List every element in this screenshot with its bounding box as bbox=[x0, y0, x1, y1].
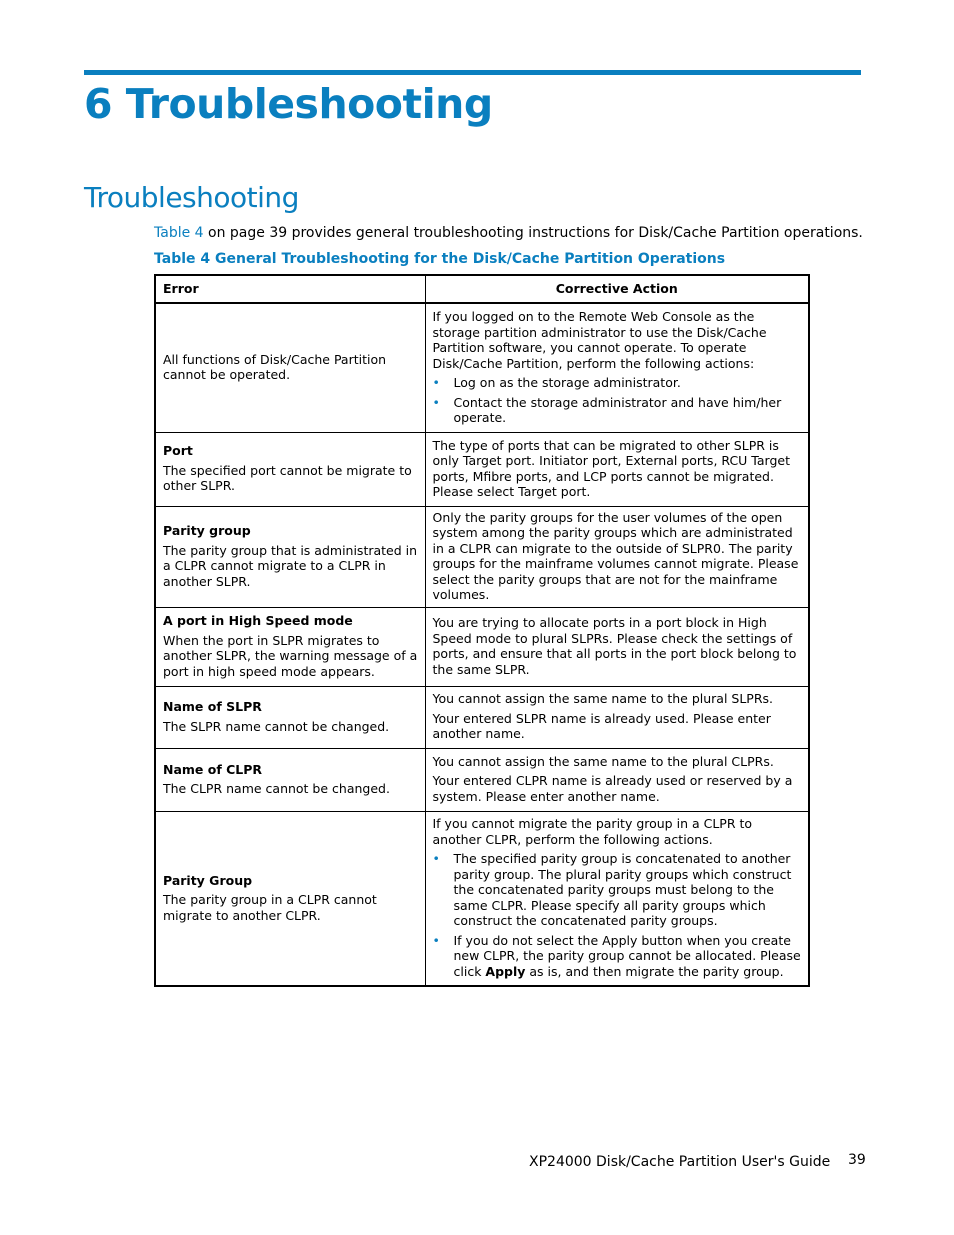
intro-text: on page 39 provides general troubleshooting instructions for Disk/Cache Partition operations. bbox=[203, 225, 863, 241]
error-cell bbox=[155, 607, 425, 686]
error-cell bbox=[155, 811, 425, 986]
list-item bbox=[433, 933, 802, 980]
error-description: The CLPR name cannot be changed. bbox=[163, 781, 390, 796]
list-item bbox=[433, 375, 802, 391]
section-title: Troubleshooting bbox=[84, 181, 299, 214]
error-description: The parity group in a CLPR cannot migrate to another CLPR. bbox=[163, 892, 377, 923]
action-cell bbox=[425, 686, 809, 748]
bullet-icon: • bbox=[432, 375, 440, 390]
action-text: The type of ports that can be migrated to other SLPR is only Target port. Initiator port, External ports, RCU Target ports, Mfibre ports, and LCP ports cannot be migrated. Please select Target port. bbox=[432, 437, 790, 499]
list-item-text: as is, and then migrate the parity group. bbox=[525, 963, 784, 979]
error-cell bbox=[155, 432, 425, 506]
header-action: Corrective Action bbox=[425, 275, 809, 303]
action-cell bbox=[425, 811, 809, 986]
list-item-text: Contact the storage administrator and have him/her operate. bbox=[453, 394, 782, 425]
table-row bbox=[155, 686, 809, 748]
action-text: If you logged on to the Remote Web Console as the storage partition administrator to use the Disk/Cache Partition software, you cannot operate. To operate Disk/Cache Partition, perform the following actions: bbox=[432, 309, 767, 371]
error-description: When the port in SLPR migrates to another SLPR, the warning message of a port in high speed mode appears. bbox=[163, 632, 418, 679]
error-cell bbox=[155, 506, 425, 607]
table-row bbox=[155, 506, 809, 607]
table-row bbox=[155, 303, 809, 432]
chapter-title: 6 Troubleshooting bbox=[84, 80, 493, 128]
error-label: Name of CLPR bbox=[163, 761, 263, 777]
list-item-text: Log on as the storage administrator. bbox=[453, 375, 681, 390]
bullet-icon: • bbox=[432, 851, 440, 867]
action-cell bbox=[425, 748, 809, 811]
list-item-text: If you do not select the Apply button when you create new CLPR, the parity group cannot be allocated. Please click bbox=[453, 932, 801, 979]
action-text: Your entered SLPR name is already used. Please enter another name. bbox=[432, 710, 771, 742]
action-cell bbox=[425, 506, 809, 607]
intro-paragraph bbox=[154, 222, 863, 244]
action-text: Only the parity groups for the user volumes of the open system among the parity groups which are administrated in a CLPR can migrate to the outside of SLPR0. The parity groups for the mainframe volumes cannot migrate. Please select the parity groups that are not for the mainframe volumes. bbox=[432, 509, 799, 602]
table-row bbox=[155, 432, 809, 506]
error-cell bbox=[155, 686, 425, 748]
action-cell bbox=[425, 303, 809, 432]
action-list bbox=[433, 851, 802, 979]
list-item-text: The specified parity group is concatenated to another parity group. The plural parity groups which construct the concatenated parity groups must belong to the same CLPR. Please specify all parity groups which construct the concatenated parity groups. bbox=[453, 851, 792, 929]
bullet-icon: • bbox=[432, 932, 440, 948]
error-description: All functions of Disk/Cache Partition cannot be operated. bbox=[163, 351, 387, 383]
header-error: Error bbox=[155, 275, 425, 303]
list-item bbox=[433, 851, 802, 929]
action-text: Your entered CLPR name is already used or reserved by a system. Please enter another name. bbox=[432, 773, 793, 804]
troubleshooting-table bbox=[154, 274, 810, 987]
header-row bbox=[155, 275, 809, 303]
error-description: The parity group that is administrated in a CLPR cannot migrate to a CLPR in another SLPR. bbox=[163, 542, 418, 589]
action-cell bbox=[425, 607, 809, 686]
error-description: The specified port cannot be migrate to other SLPR. bbox=[163, 462, 412, 494]
action-cell bbox=[425, 432, 809, 506]
action-text: You are trying to allocate ports in a port block in High Speed mode to plural SLPRs. Please check the settings of ports, and ensure that all ports in the port block belong to the same SLPR. bbox=[432, 615, 797, 677]
error-label: Port bbox=[163, 443, 193, 459]
footer-title: XP24000 Disk/Cache Partition User's Guide bbox=[529, 1154, 831, 1170]
action-text: If you cannot migrate the parity group in a CLPR to another CLPR, perform the following actions. bbox=[432, 816, 753, 847]
action-list bbox=[433, 375, 802, 426]
page-number: 39 bbox=[848, 1152, 866, 1168]
error-label: Name of SLPR bbox=[163, 699, 262, 714]
list-item bbox=[433, 395, 802, 426]
error-cell bbox=[155, 748, 425, 811]
action-text: You cannot assign the same name to the plural CLPRs. bbox=[432, 753, 774, 769]
table-link[interactable]: Table 4 bbox=[154, 225, 204, 241]
error-label: A port in High Speed mode bbox=[163, 613, 353, 628]
table-row bbox=[155, 811, 809, 986]
table-row bbox=[155, 748, 809, 811]
table-row bbox=[155, 607, 809, 686]
table-caption: Table 4 General Troubleshooting for the Disk/Cache Partition Operations bbox=[154, 251, 726, 267]
error-cell bbox=[155, 303, 425, 432]
error-label: Parity Group bbox=[163, 872, 253, 888]
error-description: The SLPR name cannot be changed. bbox=[163, 718, 390, 734]
apply-emphasis: Apply bbox=[485, 963, 526, 979]
chapter-rule bbox=[84, 70, 861, 75]
error-label: Parity group bbox=[163, 523, 251, 538]
bullet-icon: • bbox=[432, 394, 440, 410]
action-text: You cannot assign the same name to the plural SLPRs. bbox=[432, 691, 774, 707]
